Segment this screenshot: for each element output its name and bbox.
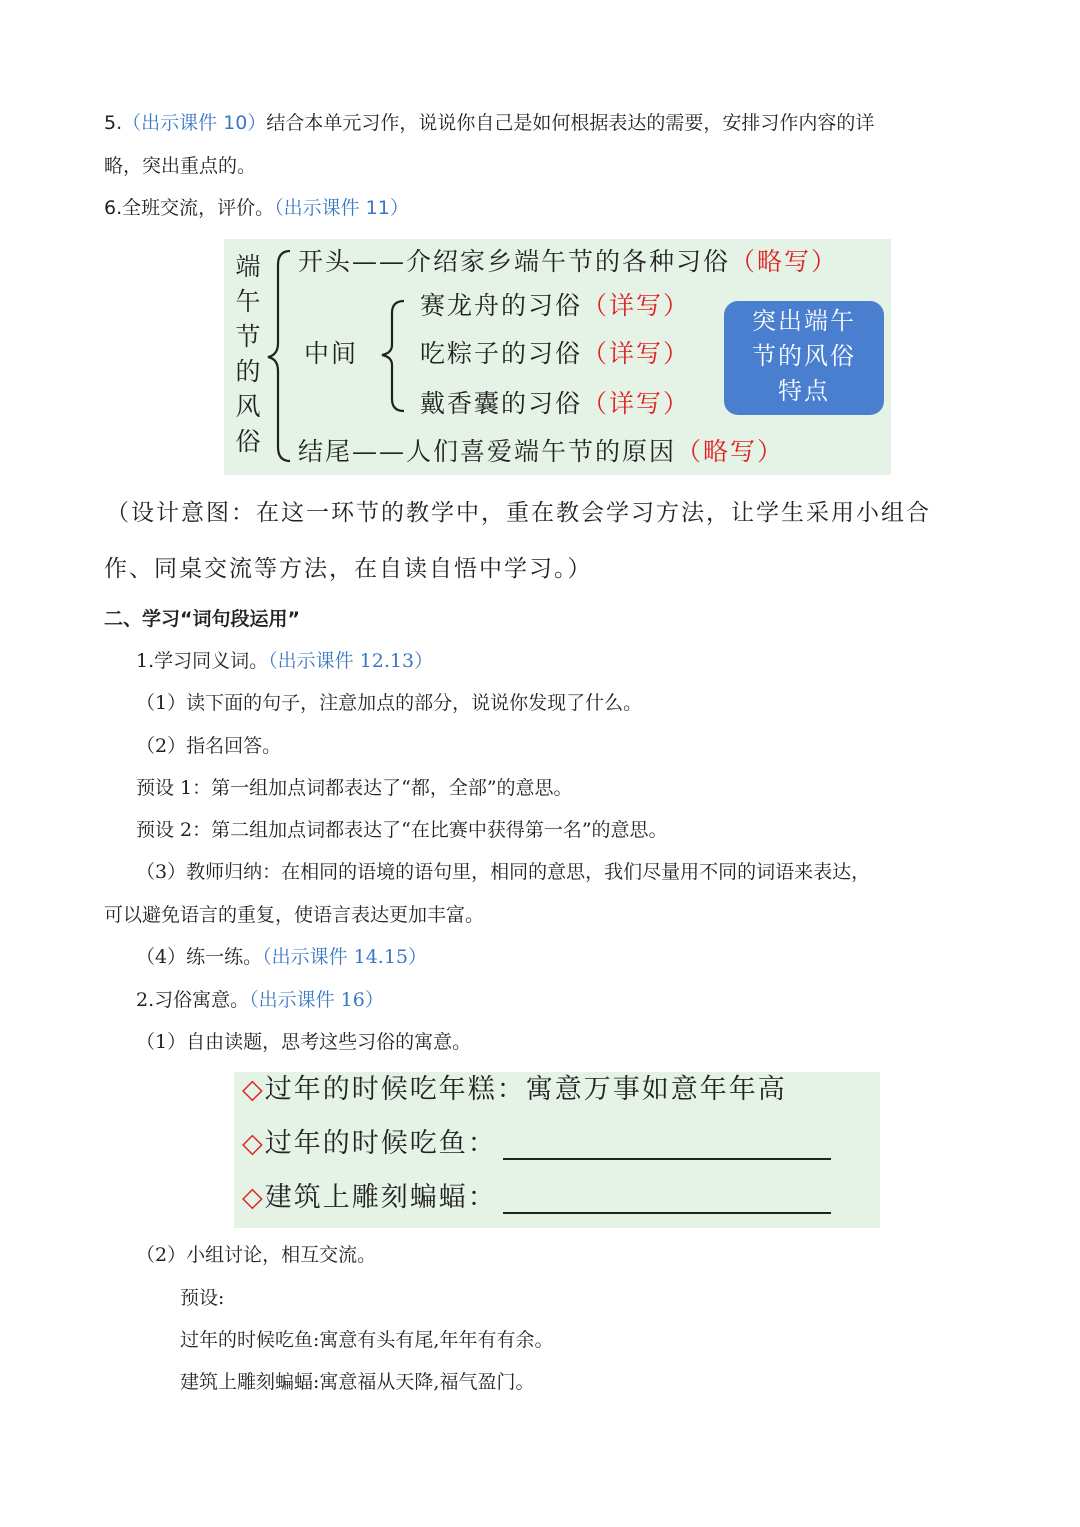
exercise-row (242, 1074, 787, 1106)
middle-label: 中间 (304, 339, 359, 368)
ending-row (298, 437, 784, 467)
preset-label: 预设: (180, 1287, 225, 1309)
intro-tag: （略写） (730, 247, 839, 276)
middle-item (420, 389, 690, 419)
title-char: 风 (235, 392, 261, 421)
item6-text: 6.全班交流，评价。 (104, 197, 275, 219)
s1-item: （1）读下面的句子，注意加点的部分，说说你发现了什么。 (136, 692, 643, 714)
middle-item (420, 339, 690, 369)
courseware-link-12-13[interactable]: （出示课件 12.13） (268, 650, 434, 672)
title-char: 端 (235, 252, 261, 281)
middle-item (420, 291, 690, 321)
bubble-line: 特点 (778, 377, 830, 405)
s2-item2: （2）小组讨论，相互交流。 (136, 1244, 377, 1266)
bubble-line: 突出端午 (752, 307, 856, 335)
courseware-link-11[interactable]: （出示课件 11） (274, 197, 409, 219)
middle-item-text: 戴香囊的习俗 (420, 389, 583, 418)
title-char: 的 (235, 357, 261, 386)
highlight-bubble (724, 301, 884, 415)
exercise-label: 过年的时候吃鱼： (264, 1128, 497, 1159)
item5-text: 结合本单元习作，说说你自己是如何根据表达的需要，安排习作内容的详 (266, 112, 875, 134)
courseware-link-10[interactable]: （出示课件 10） (122, 112, 267, 134)
s1-item: 可以避免语言的重复，使语言表达更加丰富。 (104, 904, 485, 926)
exercise-label: 建筑上雕刻蝙蝠： (264, 1182, 497, 1213)
s1-item: （3）教师归纳：在相同的语境的语句里，相同的意思，我们尽量用不同的词语来表达， (136, 861, 871, 883)
s1-item4 (136, 946, 427, 969)
title-char: 俗 (235, 427, 261, 456)
intro-row (298, 247, 838, 277)
dragon-boat-structure-diagram (224, 239, 891, 475)
custom-meaning-exercise (234, 1072, 880, 1228)
preset-line: 过年的时候吃鱼:寓意有头有尾,年年有有余。 (180, 1329, 554, 1351)
s1-item: 预设 2：第二组加点词都表达了“在比赛中获得第一名”的意思。 (136, 819, 668, 841)
title-char: 午 (235, 287, 261, 316)
preset-line: 建筑上雕刻蝙蝠:寓意福从天降,福气盈门。 (180, 1371, 535, 1393)
item5-line2: 略，突出重点的。 (104, 155, 257, 177)
middle-item-tag: （详写） (582, 291, 691, 320)
item5-line1 (104, 112, 874, 135)
courseware-link-16[interactable]: （出示课件 16） (249, 989, 384, 1011)
middle-item-tag: （详写） (582, 339, 691, 368)
item5-number: 5. (104, 112, 123, 134)
middle-item-tag: （详写） (582, 389, 691, 418)
s2-item1: （1）自由读题，思考这些习俗的寓意。 (136, 1031, 472, 1053)
diamond-icon: ◇ (242, 1128, 265, 1159)
answer-blank[interactable] (503, 1184, 831, 1214)
intro-label: 开头——介绍家乡端午节的各种习俗 (298, 247, 731, 276)
diamond-icon: ◇ (242, 1182, 265, 1213)
s1-item4-text: （4）练一练。 (136, 946, 263, 968)
diamond-icon: ◇ (242, 1074, 265, 1105)
exercise-row (242, 1128, 831, 1160)
bubble-line: 节的风俗 (752, 342, 856, 370)
middle-item-text: 赛龙舟的习俗 (420, 291, 583, 320)
design-note-line2: 作、同桌交流等方法，在自读自悟中学习。） (104, 556, 593, 582)
design-note-line1: （设计意图：在这一环节的教学中，重在教会学习方法，让学生采用小组合 (106, 500, 931, 526)
s1-text: 1.学习同义词。 (136, 650, 269, 672)
courseware-link-14-15[interactable]: （出示课件 14.15） (262, 946, 428, 968)
item6-line (104, 197, 409, 220)
title-char: 节 (235, 322, 261, 351)
s2-text: 2.习俗寓意。 (136, 989, 250, 1011)
middle-item-text: 吃粽子的习俗 (420, 339, 583, 368)
s1-item: 预设 1：第一组加点词都表达了“都，全部”的意思。 (136, 777, 573, 799)
ending-tag: （略写） (676, 437, 785, 466)
exercise-label: 过年的时候吃年糕： (264, 1074, 526, 1105)
s2-line (136, 989, 384, 1012)
ending-label: 结尾——人们喜爱端午节的原因 (298, 437, 677, 466)
s1-item: （2）指名回答。 (136, 735, 282, 757)
exercise-row (242, 1182, 831, 1214)
section2-title: 二、学习“词句段运用” (104, 608, 300, 630)
s1-line (136, 650, 433, 673)
exercise-answer: 寓意万事如意年年高 (525, 1074, 787, 1105)
answer-blank[interactable] (503, 1130, 831, 1160)
